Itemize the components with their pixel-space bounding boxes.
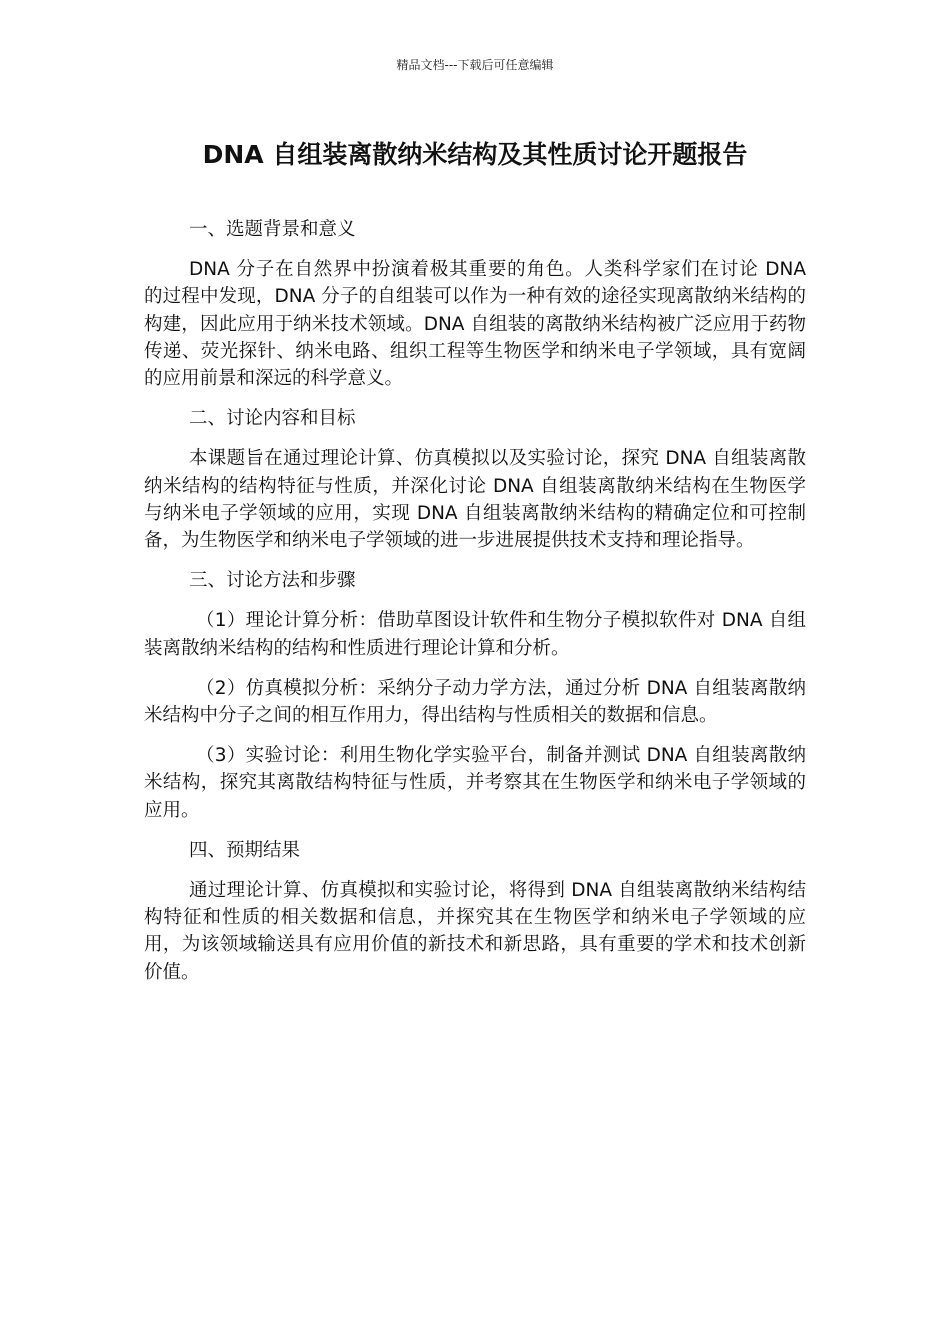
section-content-goals — [144, 405, 806, 554]
section-heading: 一、选题背景和意义 — [189, 219, 356, 240]
section-paragraph: DNA 分子在自然界中扮演着极其重要的角色。人类科学家们在讨论 DNA 的过程中发现，DNA 分子的自组装可以作为一种有效的途径实现离散纳米结构的构建，因此应用于纳米技术领域。DNA 自组装的离散纳米结构被广泛应用于药物传递、荧光探针、纳米电路、组织工程等生物医学和纳米电子学领域，具有宽阔的应用前景和深远的科学意义。 — [144, 259, 806, 390]
section-expected-results — [144, 837, 806, 986]
document-title: DNA 自组装离散纳米结构及其性质讨论开题报告 — [202, 140, 748, 169]
document-body — [144, 216, 806, 999]
section-paragraph: 通过理论计算、仿真模拟和实验讨论，将得到 DNA 自组装离散纳米结构结构特征和性质的相关数据和信息，并探究其在生物医学和纳米电子学领域的应用，为该领域输送具有应用价值的新技术和新思路，具有重要的学术和技术创新价值。 — [144, 880, 806, 983]
method-step: （1）理论计算分析：借助草图设计软件和生物分子模拟软件对 DNA 自组装离散纳米结构的结构和性质进行理论计算和分析。 — [144, 610, 806, 659]
section-background — [144, 216, 806, 392]
section-heading: 三、讨论方法和步骤 — [189, 570, 356, 592]
method-step: （2）仿真模拟分析：采纳分子动力学方法，通过分析 DNA 自组装离散纳米结构中分子之间的相互作用力，得出结构与性质相关的数据和信息。 — [144, 677, 806, 727]
method-step: （3）实验讨论：利用生物化学实验平台，制备并测试 DNA 自组装离散纳米结构，探究其离散结构特征与性质，并考察其在生物医学和纳米电子学领域的应用。 — [144, 745, 806, 821]
page-header: 精品文档---下载后可任意编辑 — [396, 58, 554, 72]
section-heading: 二、讨论内容和目标 — [189, 408, 356, 430]
section-paragraph: 本课题旨在通过理论计算、仿真模拟以及实验讨论，探究 DNA 自组装离散纳米结构的结构特征与性质，并深化讨论 DNA 自组装离散纳米结构在生物医学与纳米电子学领域的应用，实现 DNA 自组装离散纳米结构的精确定位和可控制备，为生物医学和纳米电子学领域的进一步进展提供技术支持和理论指导。 — [144, 448, 806, 552]
section-heading: 四、预期结果 — [189, 839, 301, 861]
section-methods — [144, 567, 806, 824]
